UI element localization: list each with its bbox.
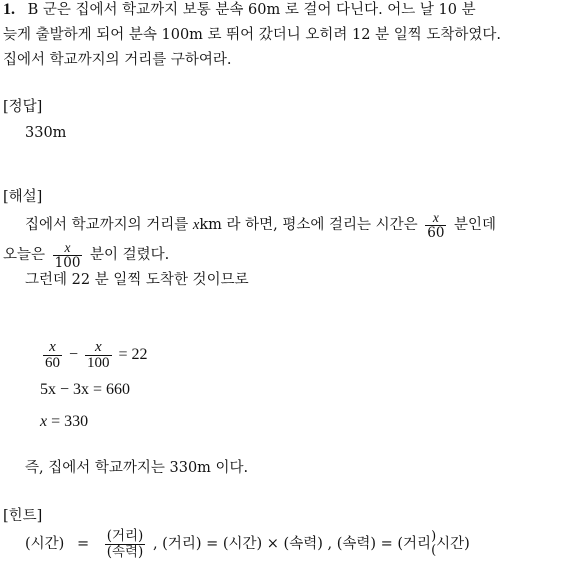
solution-text: 집에서 학교까지의 거리를	[25, 217, 189, 233]
answer-value: 330m	[25, 125, 67, 141]
solution-text: km 라 하면, 평소에 걸리는 시간은	[199, 217, 418, 233]
problem-text-2: 늦게 출발하게 되어 분속 100m 로 뛰어 갔더니 오히려 12 분 일찍 도착하였다.	[3, 27, 501, 43]
hint-separator: ,	[152, 536, 158, 552]
solution-heading: [해설]	[3, 189, 43, 205]
fraction-numerator: x	[49, 338, 56, 355]
hint-formula-3a: (속력) = (거리	[336, 536, 432, 552]
equation-3	[40, 412, 88, 432]
solution-text: 분인데	[454, 217, 497, 233]
fraction-denominator: 100	[87, 354, 110, 371]
fraction-x-over-60	[43, 340, 62, 371]
paren-bottom: (	[431, 543, 437, 558]
hint-heading: [힌트]	[3, 508, 43, 524]
solution-conclusion: 즉, 집에서 학교까지는 330m 이다.	[25, 460, 249, 476]
fraction-denominator: 100	[54, 254, 81, 271]
hint-separator: ,	[327, 536, 333, 552]
variable-x: x	[192, 217, 200, 233]
paren-top: )	[431, 529, 437, 544]
solution-text: 분이 걸렸다.	[90, 247, 170, 263]
hint-equals: =	[76, 536, 90, 552]
equation-1	[40, 336, 148, 374]
fraction-x-over-100	[53, 240, 83, 271]
hint-formulas	[25, 524, 470, 564]
hint-fraction	[105, 529, 146, 560]
fraction-denominator: 60	[427, 224, 445, 241]
solution-para-2	[3, 236, 169, 274]
problem-number: 1.	[3, 1, 15, 18]
equation-rhs: = 22	[118, 346, 148, 363]
fraction-denominator: 60	[45, 354, 60, 371]
fraction-numerator: x	[64, 239, 71, 255]
minus-sign: −	[69, 346, 79, 363]
equation-rhs: = 330	[51, 413, 89, 430]
hint-time: (시간)	[25, 536, 65, 552]
variable-x: x	[40, 413, 48, 430]
answer-heading: [정답]	[3, 99, 43, 115]
fraction-x-over-60	[425, 210, 446, 241]
solution-para-3: 그런데 22 분 일찍 도착한 것이므로	[25, 272, 249, 288]
problem-line-1	[3, 0, 476, 20]
problem-text-1: B 군은 집에서 학교까지 보통 분속 60m 로 걸어 다닌다. 어느 날 10 분	[27, 2, 476, 18]
fraction-numerator: x	[94, 338, 102, 355]
solution-text: 오늘은	[3, 247, 46, 263]
fraction-x-over-100	[85, 340, 112, 371]
fraction-numerator: x	[432, 209, 439, 225]
hint-formula-3b: 시간)	[436, 536, 470, 552]
hint-fraction-numerator: (거리)	[106, 527, 144, 544]
problem-text-3: 집에서 학교까지의 거리를 구하여라.	[3, 52, 232, 68]
equation-2: 5x − 3x = 660	[40, 381, 131, 398]
hint-fraction-denominator: (속력)	[106, 543, 144, 560]
hint-formula-2: (거리) = (시간) × (속력)	[162, 536, 323, 552]
